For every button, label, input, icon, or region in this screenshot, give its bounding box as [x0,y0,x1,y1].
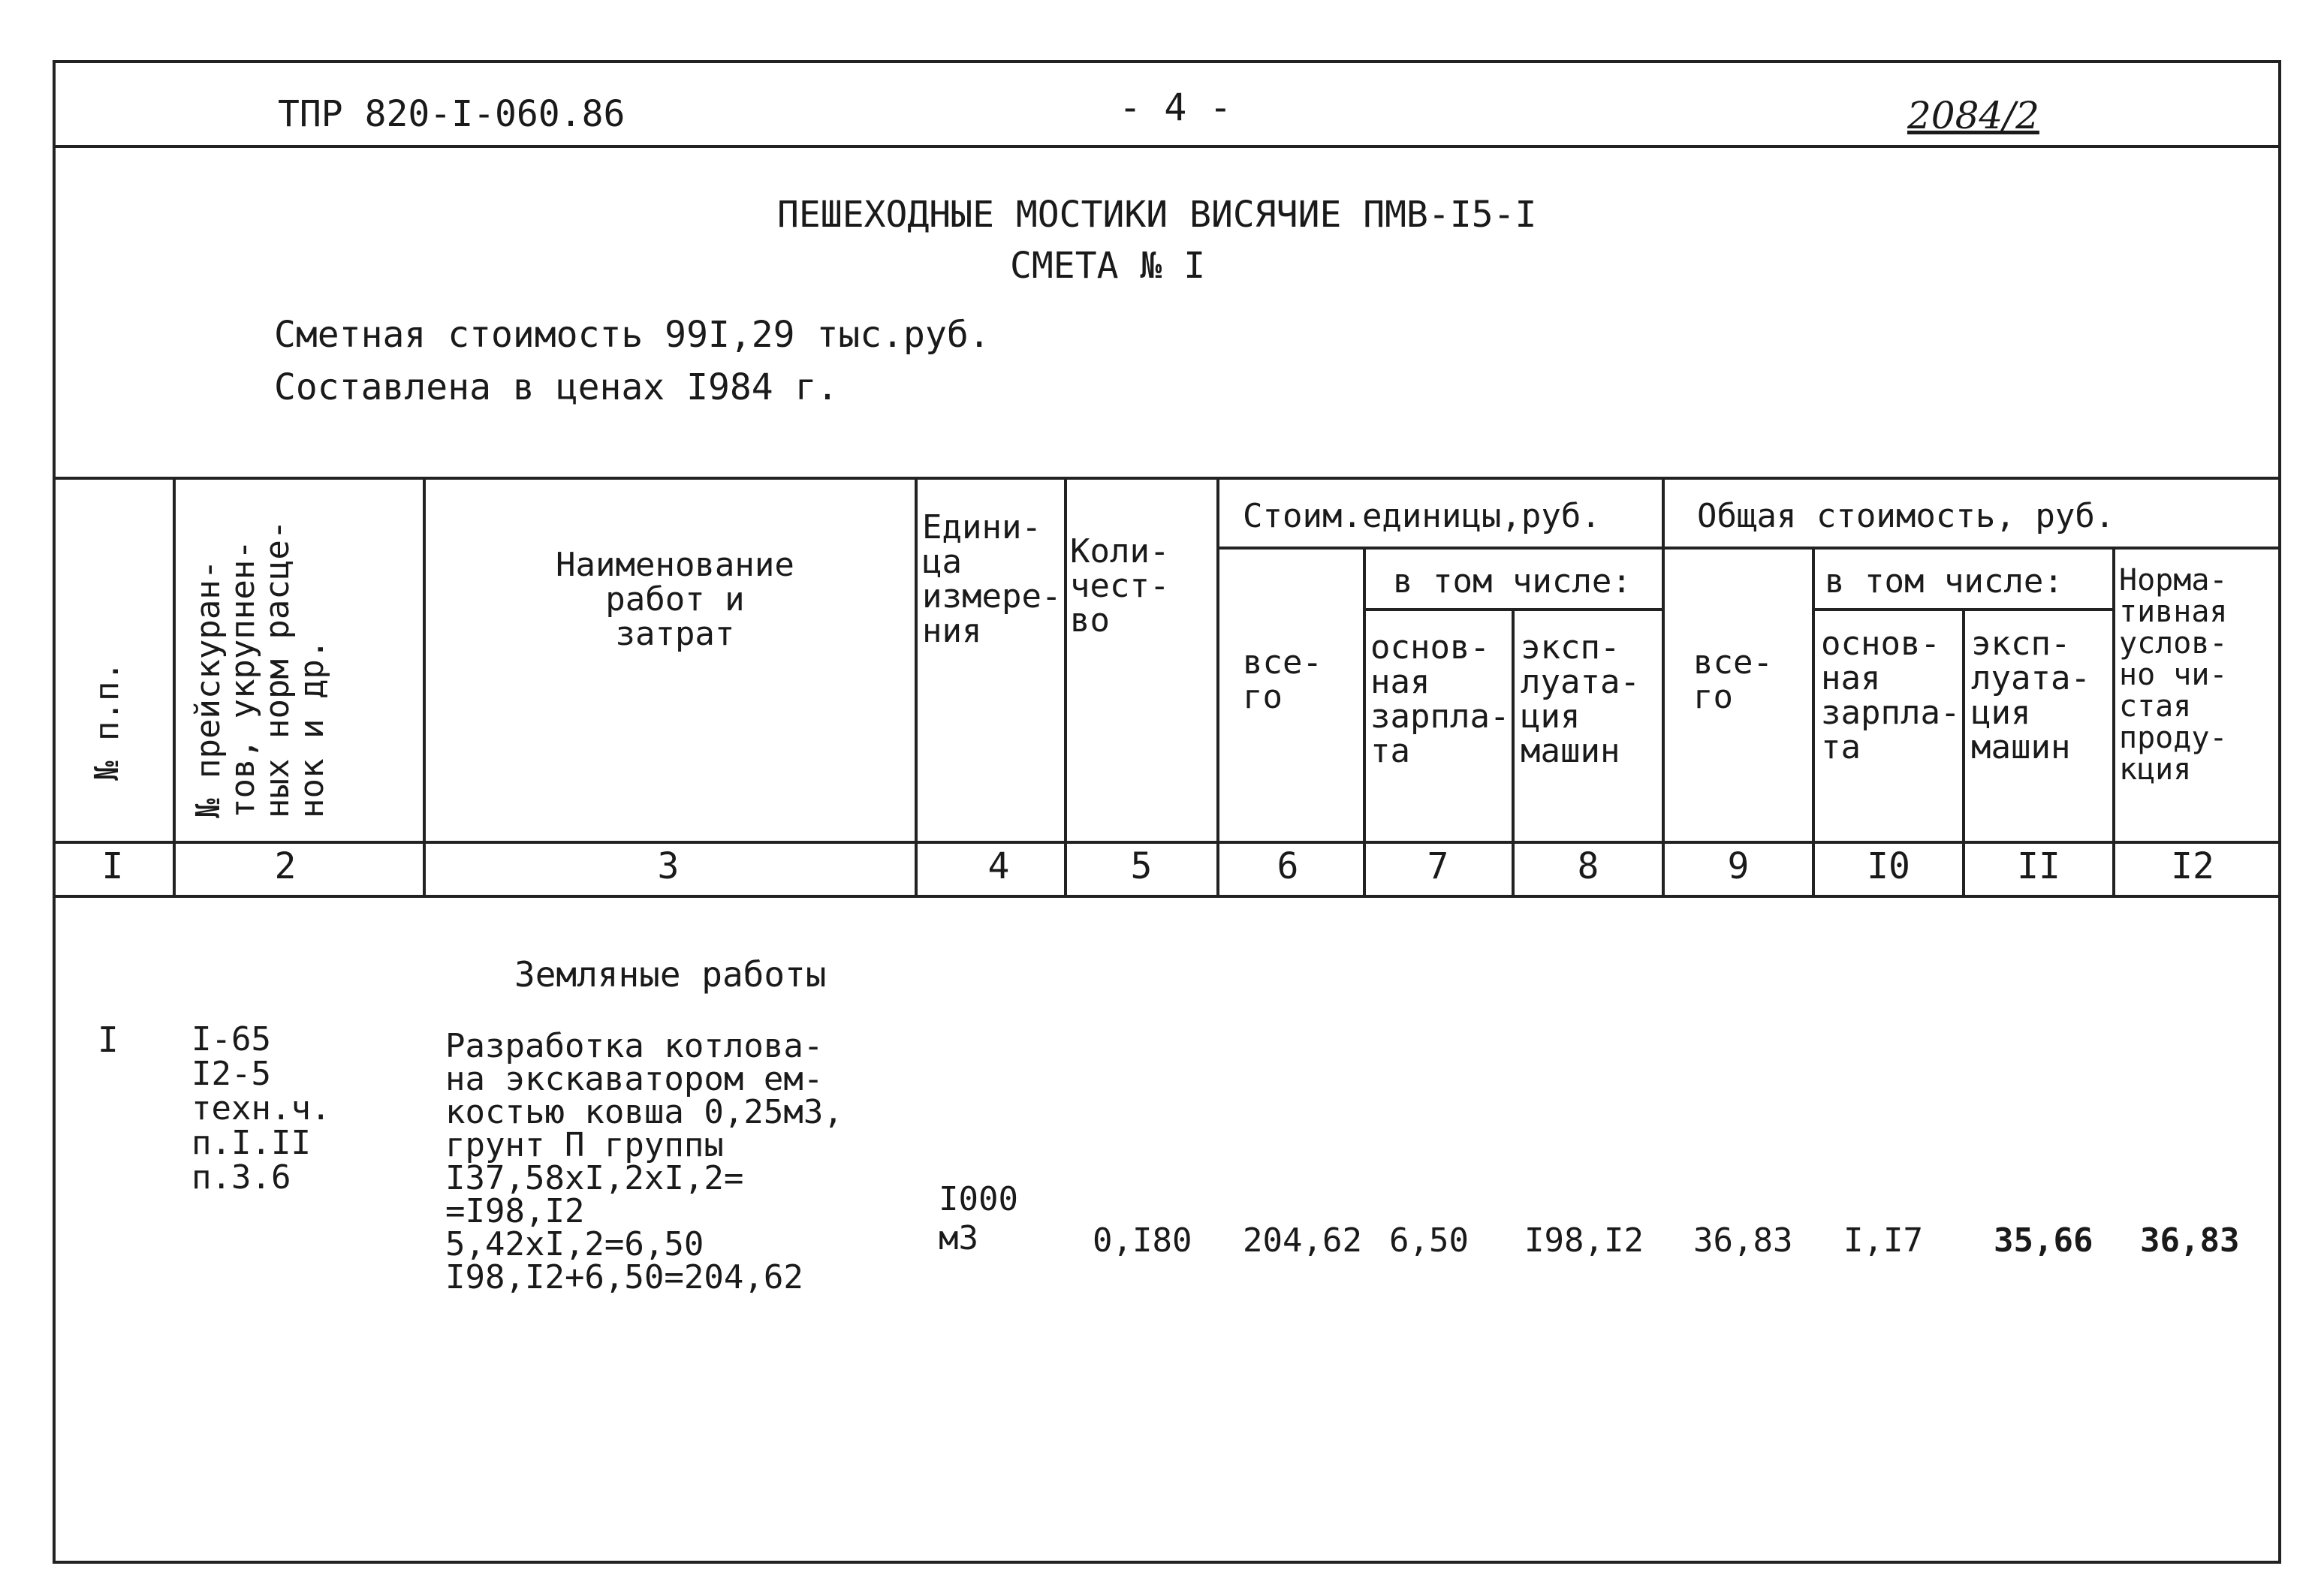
header-unit-cost-group: Стоим.единицы,руб. [1243,497,1601,535]
row-price-reference: I-65 I2-5 техн.ч. п.I.II п.3.6 [191,1020,331,1197]
header-quantity: Коли- чест- во [1070,532,1170,640]
column-number-row-bottom [53,895,2278,898]
row-net-product: 36,83 [2140,1221,2240,1260]
row-quantity: 0,I80 [1093,1221,1192,1260]
header-unit: Едини- ца измере- ния [922,508,1062,650]
column-number-row-top [53,841,2278,844]
column-number: I [101,845,124,887]
header-work-name: Наименование работ и затрат [556,546,794,653]
section-title: Земляные работы [514,954,827,995]
col-sep-8 [1662,477,1665,895]
header-divider [53,145,2278,148]
column-number: 5 [1130,845,1153,887]
col-sep-11 [2112,547,2115,895]
col-sep-6 [1363,547,1366,895]
header-unit-machine: эксп- луата- ция машин [1521,628,1640,770]
column-number: 8 [1577,845,1599,887]
col-sep-9 [1812,547,1815,895]
row-total-machine: 35,66 [1994,1221,2093,1260]
header-total: все- го [1693,643,1773,716]
row-unit: I000 м3 [939,1180,1018,1257]
col-sep-10 [1962,608,1965,895]
price-basis: Составлена в ценах I984 г. [274,366,839,408]
header-price-reference: № прейскуран- тов, укрупнен- ных норм расце- нок и др. [189,519,331,818]
column-number: 6 [1277,845,1299,887]
header-net-product: Норма- тивная услов- но чи- стая проду- кция [2119,563,2228,787]
document-title: ПЕШЕХОДНЫЕ МОСТИКИ ВИСЯЧИЕ ПМВ-I5-I [777,194,1537,236]
column-number: 4 [987,845,1010,887]
estimate-number: СМЕТА № I [1010,245,1206,287]
row-unit-wage: 6,50 [1389,1221,1469,1260]
row-work-name: Разработка котлова- на экскаватором ем- костью ковша 0,25м3, грунт П группы I37,58хI,2хI,2= =I98,I2 5,42хI,2=6,50 I98,I2+6,50=204,62 [445,1027,843,1296]
column-number: 9 [1727,845,1750,887]
table-top-border [53,477,2278,480]
col-sep-2 [423,477,426,895]
page-number: - 4 - [1119,86,1232,129]
col-sep-3 [915,477,918,895]
estimated-cost: Сметная стоимость 99I,29 тыс.руб. [274,314,990,356]
doc-code: ТПР 820-I-060.86 [278,93,625,135]
col-sep-1 [173,477,176,895]
column-number: I0 [1867,845,1910,887]
column-number: 2 [274,845,297,887]
row-total-wage: I,I7 [1843,1221,1923,1260]
row-unit-machine: I98,I2 [1524,1221,1644,1260]
unit-cost-subheader-line [1216,547,2278,550]
header-total-including: в том числе: [1825,562,2063,601]
col-sep-4 [1064,477,1067,895]
header-total-machine: эксп- луата- ция машин [1971,625,2090,766]
header-unit-total: все- го [1243,643,1322,716]
column-number: II [2017,845,2060,887]
row-total: 36,83 [1693,1221,1793,1260]
row-number: I [98,1019,119,1060]
col-sep-7 [1512,608,1515,895]
col-sep-5 [1216,477,1219,895]
header-total-cost-group: Общая стоимость, руб. [1697,497,2115,535]
handwritten-number: 2084/2 [1907,94,2039,137]
header-unit-including: в том числе: [1393,562,1632,601]
row-unit-total: 204,62 [1243,1221,1362,1260]
column-number: 7 [1427,845,1449,887]
header-unit-wage: основ- ная зарпла- та [1370,628,1510,770]
column-number: I2 [2171,845,2214,887]
header-row-number: № п.п. [88,661,126,781]
header-total-wage: основ- ная зарпла- та [1821,625,1961,766]
column-number: 3 [657,845,680,887]
